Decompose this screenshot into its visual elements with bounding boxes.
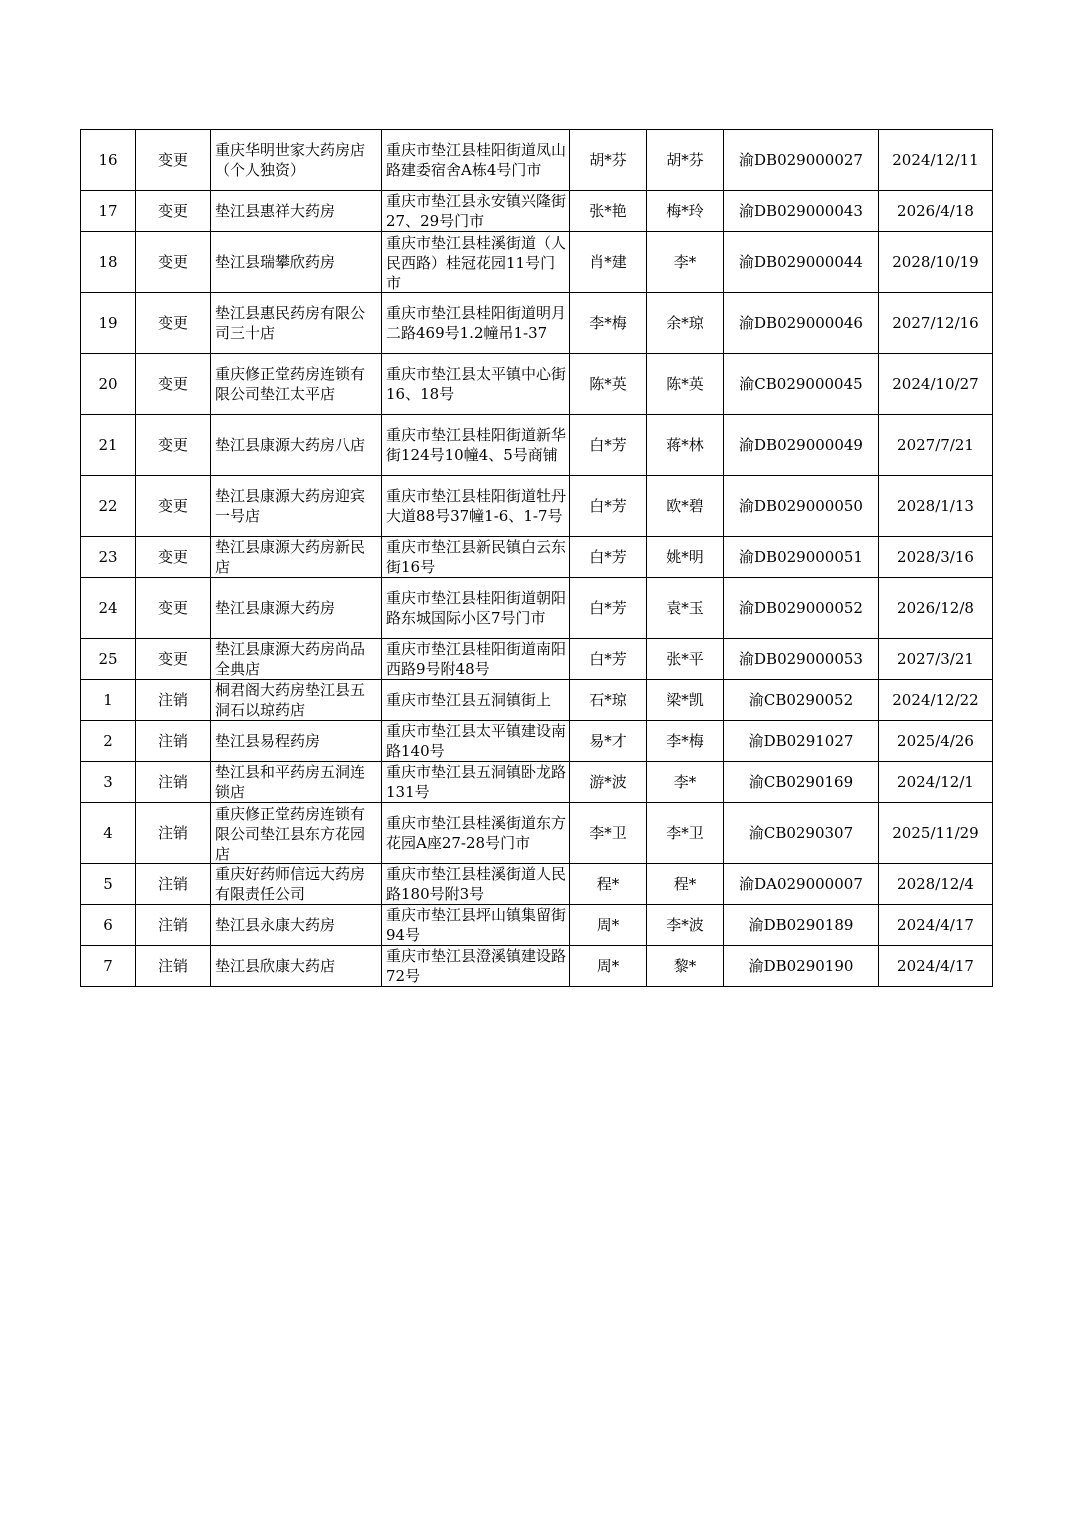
row-number-cell xyxy=(81,415,136,476)
row-number: 21 xyxy=(98,436,118,454)
row-number: 1 xyxy=(103,691,113,709)
legal-representative-cell xyxy=(570,803,647,864)
expiry-date: 2026/12/8 xyxy=(897,599,974,617)
expiry-date-cell xyxy=(879,232,993,293)
row-number: 24 xyxy=(98,599,118,617)
quality-manager-cell xyxy=(647,762,724,803)
quality-manager: 余*琼 xyxy=(666,314,704,332)
expiry-date-cell xyxy=(879,864,993,905)
license-number-cell xyxy=(724,905,879,946)
pharmacy-address: 重庆市垫江县五洞镇街上 xyxy=(386,691,552,709)
legal-representative: 白*芳 xyxy=(589,548,627,566)
pharmacy-address-cell xyxy=(382,476,570,537)
pharmacy-name-cell xyxy=(211,762,382,803)
license-number-cell xyxy=(724,130,879,191)
pharmacy-name: 重庆修正堂药房连锁有限公司垫江太平店 xyxy=(215,365,366,403)
change-type-cell xyxy=(136,946,211,987)
change-type-cell xyxy=(136,130,211,191)
expiry-date: 2025/4/26 xyxy=(897,732,974,750)
pharmacy-name: 垫江县欣康大药店 xyxy=(215,957,336,975)
expiry-date: 2028/10/19 xyxy=(892,253,979,271)
pharmacy-address: 重庆市垫江县太平镇建设南路140号 xyxy=(386,722,567,760)
expiry-date: 2027/7/21 xyxy=(897,436,974,454)
license-number: 渝DB029000027 xyxy=(739,151,863,169)
quality-manager-cell xyxy=(647,803,724,864)
legal-representative-cell xyxy=(570,476,647,537)
license-number: 渝DB029000046 xyxy=(739,314,863,332)
table-row xyxy=(81,946,993,987)
change-type: 注销 xyxy=(157,732,188,750)
pharmacy-name-cell xyxy=(211,905,382,946)
pharmacy-name-cell xyxy=(211,354,382,415)
quality-manager: 李* xyxy=(673,773,697,791)
pharmacy-name-cell xyxy=(211,191,382,232)
table-row xyxy=(81,191,993,232)
quality-manager-cell xyxy=(647,946,724,987)
pharmacy-address-cell xyxy=(382,130,570,191)
expiry-date-cell xyxy=(879,130,993,191)
expiry-date: 2027/3/21 xyxy=(897,650,974,668)
license-number-cell xyxy=(724,293,879,354)
legal-representative: 程* xyxy=(596,875,620,893)
legal-representative-cell xyxy=(570,905,647,946)
expiry-date-cell xyxy=(879,762,993,803)
license-number-cell xyxy=(724,721,879,762)
expiry-date-cell xyxy=(879,578,993,639)
legal-representative: 周* xyxy=(596,957,620,975)
license-number: 渝CB029000045 xyxy=(739,375,863,393)
table-row xyxy=(81,476,993,537)
legal-representative: 白*芳 xyxy=(589,436,627,454)
pharmacy-name-cell xyxy=(211,537,382,578)
row-number: 17 xyxy=(98,202,118,220)
table-row xyxy=(81,905,993,946)
row-number: 22 xyxy=(98,497,118,515)
pharmacy-name: 垫江县惠民药房有限公司三十店 xyxy=(215,304,366,342)
row-number-cell xyxy=(81,476,136,537)
table-row xyxy=(81,762,993,803)
legal-representative: 李*梅 xyxy=(589,314,627,332)
quality-manager-cell xyxy=(647,639,724,680)
legal-representative: 游*波 xyxy=(589,773,627,791)
quality-manager: 胡*芬 xyxy=(666,151,704,169)
row-number-cell xyxy=(81,680,136,721)
pharmacy-address-cell xyxy=(382,946,570,987)
license-number: 渝DB029000052 xyxy=(739,599,863,617)
pharmacy-address: 重庆市垫江县桂溪街道（人民西路）桂冠花园11号门市 xyxy=(386,234,567,291)
pharmacy-name: 垫江县康源大药房迎宾一号店 xyxy=(215,487,366,525)
pharmacy-name: 垫江县康源大药房尚品全典店 xyxy=(215,640,366,678)
license-number: 渝DB0290190 xyxy=(748,957,854,975)
change-type: 变更 xyxy=(157,202,188,220)
quality-manager-cell xyxy=(647,415,724,476)
row-number-cell xyxy=(81,762,136,803)
pharmacy-address: 重庆市垫江县桂阳街道牡丹大道88号37幢1-6、1-7号 xyxy=(386,487,567,525)
change-type: 变更 xyxy=(157,497,188,515)
row-number: 5 xyxy=(103,875,113,893)
row-number: 6 xyxy=(103,916,113,934)
change-type-cell xyxy=(136,537,211,578)
quality-manager: 程* xyxy=(673,875,697,893)
license-number-cell xyxy=(724,476,879,537)
expiry-date-cell xyxy=(879,293,993,354)
legal-representative: 石*琼 xyxy=(589,691,627,709)
license-number: 渝DB029000044 xyxy=(739,253,863,271)
pharmacy-address-cell xyxy=(382,639,570,680)
change-type-cell xyxy=(136,864,211,905)
expiry-date-cell xyxy=(879,946,993,987)
legal-representative: 周* xyxy=(596,916,620,934)
license-number-cell xyxy=(724,680,879,721)
change-type-cell xyxy=(136,415,211,476)
quality-manager: 张*平 xyxy=(666,650,704,668)
change-type-cell xyxy=(136,476,211,537)
quality-manager-cell xyxy=(647,232,724,293)
quality-manager-cell xyxy=(647,191,724,232)
change-type: 变更 xyxy=(157,599,188,617)
expiry-date: 2028/1/13 xyxy=(897,497,974,515)
legal-representative: 肖*建 xyxy=(589,253,627,271)
license-number-cell xyxy=(724,803,879,864)
license-number-cell xyxy=(724,946,879,987)
legal-representative-cell xyxy=(570,578,647,639)
pharmacy-address-cell xyxy=(382,680,570,721)
license-number: 渝DA029000007 xyxy=(739,875,863,893)
pharmacy-name-cell xyxy=(211,415,382,476)
pharmacy-address: 重庆市垫江县新民镇白云东街16号 xyxy=(386,538,567,576)
table-row xyxy=(81,578,993,639)
change-type-cell xyxy=(136,354,211,415)
quality-manager-cell xyxy=(647,680,724,721)
change-type: 变更 xyxy=(157,253,188,271)
pharmacy-address-cell xyxy=(382,293,570,354)
pharmacy-name: 垫江县康源大药房 xyxy=(215,599,336,617)
legal-representative-cell xyxy=(570,191,647,232)
expiry-date-cell xyxy=(879,803,993,864)
change-type: 注销 xyxy=(157,691,188,709)
table-row xyxy=(81,354,993,415)
expiry-date: 2024/4/17 xyxy=(897,916,974,934)
license-number-cell xyxy=(724,639,879,680)
license-number: 渝DB0291027 xyxy=(748,732,854,750)
pharmacy-address: 重庆市垫江县永安镇兴隆街27、29号门市 xyxy=(386,192,567,230)
pharmacy-name-cell xyxy=(211,476,382,537)
pharmacy-name: 垫江县瑞攀欣药房 xyxy=(215,253,336,271)
pharmacy-address: 重庆市垫江县桂阳街道朝阳路东城国际小区7号门市 xyxy=(386,589,567,627)
legal-representative-cell xyxy=(570,946,647,987)
legal-representative: 胡*芬 xyxy=(589,151,627,169)
quality-manager: 袁*玉 xyxy=(666,599,704,617)
change-type-cell xyxy=(136,293,211,354)
quality-manager-cell xyxy=(647,905,724,946)
table-row xyxy=(81,639,993,680)
change-type-cell xyxy=(136,639,211,680)
row-number-cell xyxy=(81,946,136,987)
change-type-cell xyxy=(136,803,211,864)
pharmacy-name: 垫江县永康大药房 xyxy=(215,916,336,934)
row-number: 3 xyxy=(103,773,113,791)
pharmacy-name: 重庆好药师信远大药房有限责任公司 xyxy=(215,865,366,903)
pharmacy-name-cell xyxy=(211,946,382,987)
change-type: 变更 xyxy=(157,436,188,454)
legal-representative-cell xyxy=(570,130,647,191)
quality-manager: 欧*碧 xyxy=(666,497,704,515)
legal-representative-cell xyxy=(570,721,647,762)
pharmacy-address: 重庆市垫江县桂溪街道东方花园A座27-28号门市 xyxy=(386,814,567,852)
row-number-cell xyxy=(81,905,136,946)
table-row xyxy=(81,130,993,191)
quality-manager-cell xyxy=(647,578,724,639)
pharmacy-name: 垫江县和平药房五洞连锁店 xyxy=(215,763,366,801)
pharmacy-name-cell xyxy=(211,293,382,354)
quality-manager-cell xyxy=(647,864,724,905)
legal-representative: 白*芳 xyxy=(589,599,627,617)
quality-manager: 李*波 xyxy=(666,916,704,934)
row-number: 16 xyxy=(98,151,118,169)
pharmacy-address: 重庆市垫江县桂阳街道新华街124号10幢4、5号商铺 xyxy=(386,426,567,464)
license-number: 渝DB029000043 xyxy=(739,202,863,220)
pharmacy-address: 重庆市垫江县桂阳街道明月二路469号1.2幢吊1-37 xyxy=(386,304,567,342)
row-number-cell xyxy=(81,864,136,905)
license-number-cell xyxy=(724,578,879,639)
change-type: 变更 xyxy=(157,548,188,566)
license-number: 渝DB029000053 xyxy=(739,650,863,668)
row-number: 4 xyxy=(103,824,113,842)
change-type-cell xyxy=(136,721,211,762)
license-number: 渝CB0290052 xyxy=(748,691,854,709)
pharmacy-address: 重庆市垫江县太平镇中心街16、18号 xyxy=(386,365,567,403)
pharmacy-address-cell xyxy=(382,905,570,946)
expiry-date-cell xyxy=(879,537,993,578)
change-type: 注销 xyxy=(157,916,188,934)
expiry-date-cell xyxy=(879,905,993,946)
pharmacy-name: 桐君阁大药房垫江县五洞石以琼药店 xyxy=(215,681,366,719)
expiry-date: 2028/12/4 xyxy=(897,875,974,893)
expiry-date: 2024/4/17 xyxy=(897,957,974,975)
row-number: 19 xyxy=(98,314,118,332)
change-type-cell xyxy=(136,762,211,803)
quality-manager: 蒋*林 xyxy=(666,436,704,454)
legal-representative: 张*艳 xyxy=(589,202,627,220)
row-number-cell xyxy=(81,293,136,354)
change-type-cell xyxy=(136,232,211,293)
license-number: 渝DB029000050 xyxy=(739,497,863,515)
row-number: 23 xyxy=(98,548,118,566)
row-number: 25 xyxy=(98,650,118,668)
pharmacy-address: 重庆市垫江县坪山镇集留街94号 xyxy=(386,906,567,944)
pharmacy-address-cell xyxy=(382,578,570,639)
pharmacy-name: 垫江县易程药房 xyxy=(215,732,321,750)
pharmacy-name: 重庆修正堂药房连锁有限公司垫江县东方花园店 xyxy=(215,805,366,862)
quality-manager: 李*卫 xyxy=(666,824,704,842)
change-type-cell xyxy=(136,578,211,639)
quality-manager: 李*梅 xyxy=(666,732,704,750)
expiry-date-cell xyxy=(879,415,993,476)
expiry-date-cell xyxy=(879,639,993,680)
pharmacy-address-cell xyxy=(382,803,570,864)
legal-representative-cell xyxy=(570,680,647,721)
table-row xyxy=(81,680,993,721)
license-number: 渝CB0290169 xyxy=(748,773,854,791)
license-number: 渝DB0290189 xyxy=(748,916,854,934)
pharmacy-name-cell xyxy=(211,680,382,721)
expiry-date: 2025/11/29 xyxy=(892,824,979,842)
expiry-date: 2024/12/22 xyxy=(892,691,979,709)
pharmacy-name-cell xyxy=(211,864,382,905)
pharmacy-address: 重庆市垫江县澄溪镇建设路72号 xyxy=(386,947,567,985)
pharmacy-address-cell xyxy=(382,537,570,578)
legal-representative-cell xyxy=(570,639,647,680)
pharmacy-address-cell xyxy=(382,721,570,762)
legal-representative: 白*芳 xyxy=(589,650,627,668)
license-number-cell xyxy=(724,415,879,476)
pharmacy-name-cell xyxy=(211,639,382,680)
license-number-cell xyxy=(724,232,879,293)
legal-representative-cell xyxy=(570,537,647,578)
license-number-cell xyxy=(724,537,879,578)
license-number-cell xyxy=(724,354,879,415)
row-number-cell xyxy=(81,578,136,639)
change-type-cell xyxy=(136,191,211,232)
license-number: 渝DB029000051 xyxy=(739,548,863,566)
quality-manager: 梅*玲 xyxy=(666,202,704,220)
quality-manager-cell xyxy=(647,721,724,762)
legal-representative-cell xyxy=(570,415,647,476)
license-number-cell xyxy=(724,864,879,905)
change-type-cell xyxy=(136,680,211,721)
legal-representative: 李*卫 xyxy=(589,824,627,842)
pharmacy-name: 垫江县康源大药房八店 xyxy=(215,436,366,454)
quality-manager-cell xyxy=(647,354,724,415)
table-body xyxy=(81,130,993,987)
pharmacy-address: 重庆市垫江县桂阳街道南阳西路9号附48号 xyxy=(386,640,567,678)
quality-manager: 姚*明 xyxy=(666,548,704,566)
pharmacy-name: 重庆华明世家大药房店（个人独资） xyxy=(215,141,366,179)
license-number: 渝CB0290307 xyxy=(748,824,854,842)
quality-manager-cell xyxy=(647,476,724,537)
expiry-date-cell xyxy=(879,476,993,537)
pharmacy-address-cell xyxy=(382,415,570,476)
pharmacy-address-cell xyxy=(382,864,570,905)
table-row xyxy=(81,232,993,293)
row-number-cell xyxy=(81,803,136,864)
pharmacy-name-cell xyxy=(211,578,382,639)
legal-representative: 易*才 xyxy=(589,732,627,750)
change-type: 注销 xyxy=(157,957,188,975)
pharmacy-name-cell xyxy=(211,232,382,293)
quality-manager-cell xyxy=(647,130,724,191)
expiry-date-cell xyxy=(879,354,993,415)
pharmacy-license-table xyxy=(80,129,993,987)
change-type: 变更 xyxy=(157,650,188,668)
table-row xyxy=(81,415,993,476)
legal-representative-cell xyxy=(570,293,647,354)
pharmacy-address-cell xyxy=(382,232,570,293)
pharmacy-name: 垫江县康源大药房新民店 xyxy=(215,538,366,576)
change-type: 注销 xyxy=(157,824,188,842)
table-row xyxy=(81,864,993,905)
row-number: 7 xyxy=(103,957,113,975)
row-number: 2 xyxy=(103,732,113,750)
legal-representative: 白*芳 xyxy=(589,497,627,515)
legal-representative-cell xyxy=(570,762,647,803)
pharmacy-address: 重庆市垫江县五洞镇卧龙路131号 xyxy=(386,763,567,801)
row-number: 18 xyxy=(98,253,118,271)
row-number-cell xyxy=(81,130,136,191)
license-number-cell xyxy=(724,762,879,803)
expiry-date: 2027/12/16 xyxy=(892,314,979,332)
change-type: 注销 xyxy=(157,773,188,791)
quality-manager: 黎* xyxy=(673,957,697,975)
quality-manager: 梁*凯 xyxy=(666,691,704,709)
legal-representative-cell xyxy=(570,354,647,415)
legal-representative-cell xyxy=(570,232,647,293)
expiry-date-cell xyxy=(879,191,993,232)
pharmacy-address: 重庆市垫江县桂溪街道人民路180号附3号 xyxy=(386,865,567,903)
license-number-cell xyxy=(724,191,879,232)
pharmacy-address: 重庆市垫江县桂阳街道凤山路建委宿舍A栋4号门市 xyxy=(386,141,567,179)
table-row xyxy=(81,721,993,762)
expiry-date: 2026/4/18 xyxy=(897,202,974,220)
expiry-date: 2024/10/27 xyxy=(892,375,979,393)
pharmacy-address-cell xyxy=(382,191,570,232)
quality-manager-cell xyxy=(647,293,724,354)
change-type-cell xyxy=(136,905,211,946)
quality-manager: 陈*英 xyxy=(666,375,704,393)
pharmacy-name-cell xyxy=(211,721,382,762)
pharmacy-address-cell xyxy=(382,762,570,803)
row-number: 20 xyxy=(98,375,118,393)
change-type: 变更 xyxy=(157,375,188,393)
pharmacy-address-cell xyxy=(382,354,570,415)
change-type: 注销 xyxy=(157,875,188,893)
change-type: 变更 xyxy=(157,151,188,169)
expiry-date-cell xyxy=(879,721,993,762)
row-number-cell xyxy=(81,354,136,415)
table-row xyxy=(81,803,993,864)
pharmacy-name-cell xyxy=(211,803,382,864)
row-number-cell xyxy=(81,191,136,232)
expiry-date: 2028/3/16 xyxy=(897,548,974,566)
quality-manager: 李* xyxy=(673,253,697,271)
expiry-date: 2024/12/11 xyxy=(892,151,979,169)
row-number-cell xyxy=(81,721,136,762)
change-type: 变更 xyxy=(157,314,188,332)
license-number: 渝DB029000049 xyxy=(739,436,863,454)
legal-representative-cell xyxy=(570,864,647,905)
row-number-cell xyxy=(81,537,136,578)
table-row xyxy=(81,537,993,578)
row-number-cell xyxy=(81,232,136,293)
row-number-cell xyxy=(81,639,136,680)
expiry-date-cell xyxy=(879,680,993,721)
pharmacy-name: 垫江县惠祥大药房 xyxy=(215,202,336,220)
table-row xyxy=(81,293,993,354)
legal-representative: 陈*英 xyxy=(589,375,627,393)
expiry-date: 2024/12/1 xyxy=(897,773,974,791)
pharmacy-name-cell xyxy=(211,130,382,191)
quality-manager-cell xyxy=(647,537,724,578)
